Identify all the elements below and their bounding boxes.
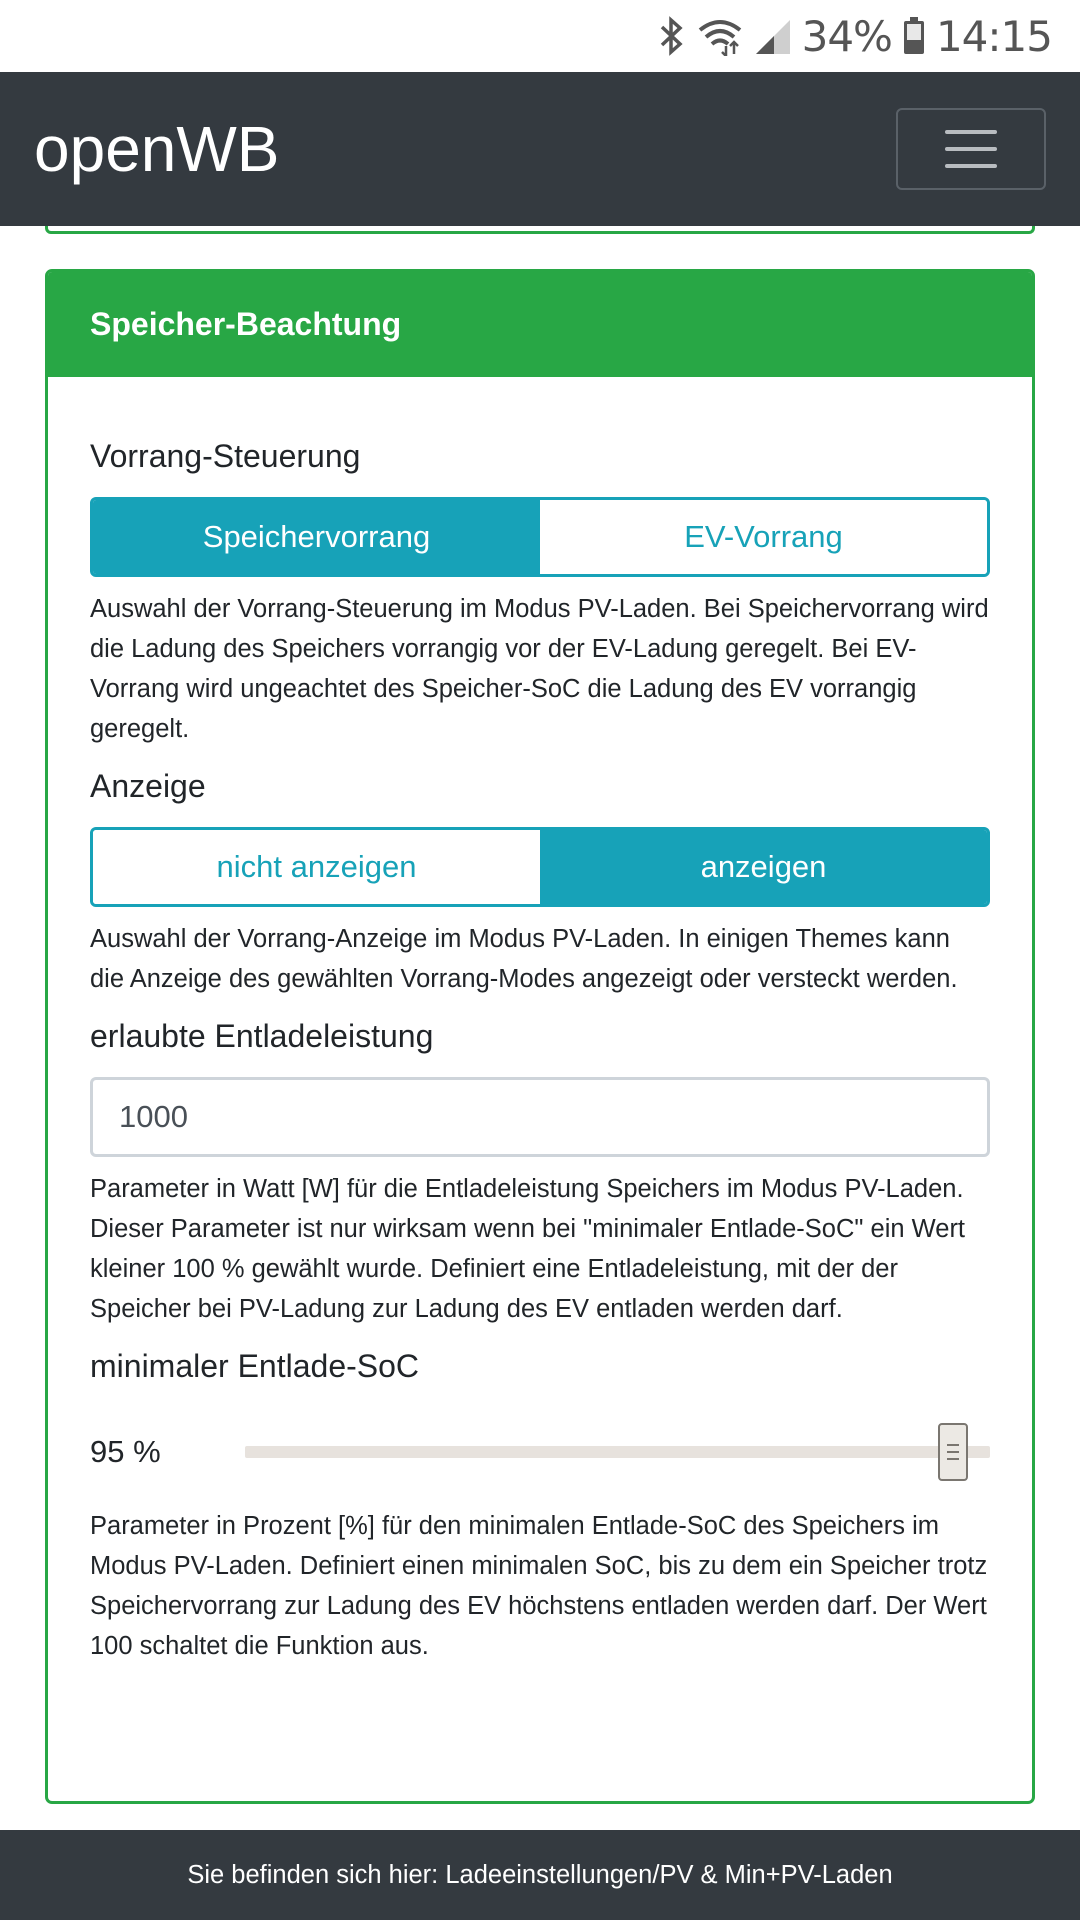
slider-handle[interactable] xyxy=(938,1423,968,1481)
brand-logo[interactable]: openWB xyxy=(34,113,280,185)
hamburger-icon xyxy=(945,130,997,134)
ev-vorrang-button[interactable]: EV-Vorrang xyxy=(540,500,987,574)
speicher-card xyxy=(45,269,1035,1804)
navbar xyxy=(0,72,1080,226)
discharge-input[interactable] xyxy=(90,1077,990,1157)
priority-toggle xyxy=(90,497,990,577)
card-header xyxy=(48,272,1032,377)
anzeigen-button[interactable]: anzeigen xyxy=(540,830,987,904)
min-soc-help: Parameter in Prozent [%] für den minimalen Entlade-SoC des Speichers im Modus PV-Laden. Definiert einen minimalen SoC, bis zu dem ein Speicher trotz Speichervorrang zur Ladung des EV höchstens entladen werden darf. Der Wert 100 schaltet die Funktion aus. xyxy=(90,1512,988,1660)
hamburger-icon-line xyxy=(945,164,997,168)
display-label: Anzeige xyxy=(90,768,206,804)
discharge-help: Parameter in Watt [W] für die Entladeleistung Speichers im Modus PV-Laden. Dieser Parameter ist nur wirksam wenn bei "minimaler Entlade-SoC" ein Wert kleiner 100 % gewählt wurde. Definiert eine Entladeleistung, mit der der Speicher bei PV-Ladung zur Ladung des EV entladen werden darf. xyxy=(90,1175,966,1323)
status-bar xyxy=(0,0,1080,72)
nicht-anzeigen-button[interactable]: nicht anzeigen xyxy=(93,830,540,904)
discharge-label: erlaubte Entladeleistung xyxy=(90,1018,434,1054)
signal-icon xyxy=(754,16,792,56)
min-soc-value: 95 % xyxy=(90,1434,161,1469)
menu-toggle-button[interactable] xyxy=(896,108,1046,190)
display-toggle xyxy=(90,827,990,907)
min-soc-label: minimaler Entlade-SoC xyxy=(90,1348,420,1384)
display-help: Auswahl der Vorrang-Anzeige im Modus PV-Laden. In einigen Themes kann die Anzeige des gewählten Vorrang-Modes angezeigt oder versteckt werden. xyxy=(90,925,958,993)
hamburger-icon-line xyxy=(945,147,997,151)
speichervorrang-button[interactable]: Speichervorrang xyxy=(93,500,540,574)
wifi-icon xyxy=(696,16,744,56)
battery-icon xyxy=(902,16,926,56)
priority-label: Vorrang-Steuerung xyxy=(90,438,361,474)
card-title: Speicher-Beachtung xyxy=(90,306,402,342)
footer xyxy=(0,1830,1080,1920)
card-body xyxy=(48,438,1032,1666)
battery-percent: 34% xyxy=(801,11,892,61)
priority-help: Auswahl der Vorrang-Steuerung im Modus PV-Laden. Bei Speichervorrang wird die Ladung des Speichers vorrangig vor der EV-Ladung geregelt. Bei EV-Vorrang wird ungeachtet des Speicher-SoC die Ladung des EV vorrangig geregelt. xyxy=(90,595,989,743)
min-soc-slider-row xyxy=(90,1420,990,1484)
bluetooth-icon xyxy=(656,16,686,56)
breadcrumb: Sie befinden sich hier: Ladeeinstellungen/PV & Min+PV-Laden xyxy=(187,1860,893,1889)
min-soc-slider[interactable] xyxy=(245,1446,990,1458)
clock: 14:15 xyxy=(935,11,1052,61)
